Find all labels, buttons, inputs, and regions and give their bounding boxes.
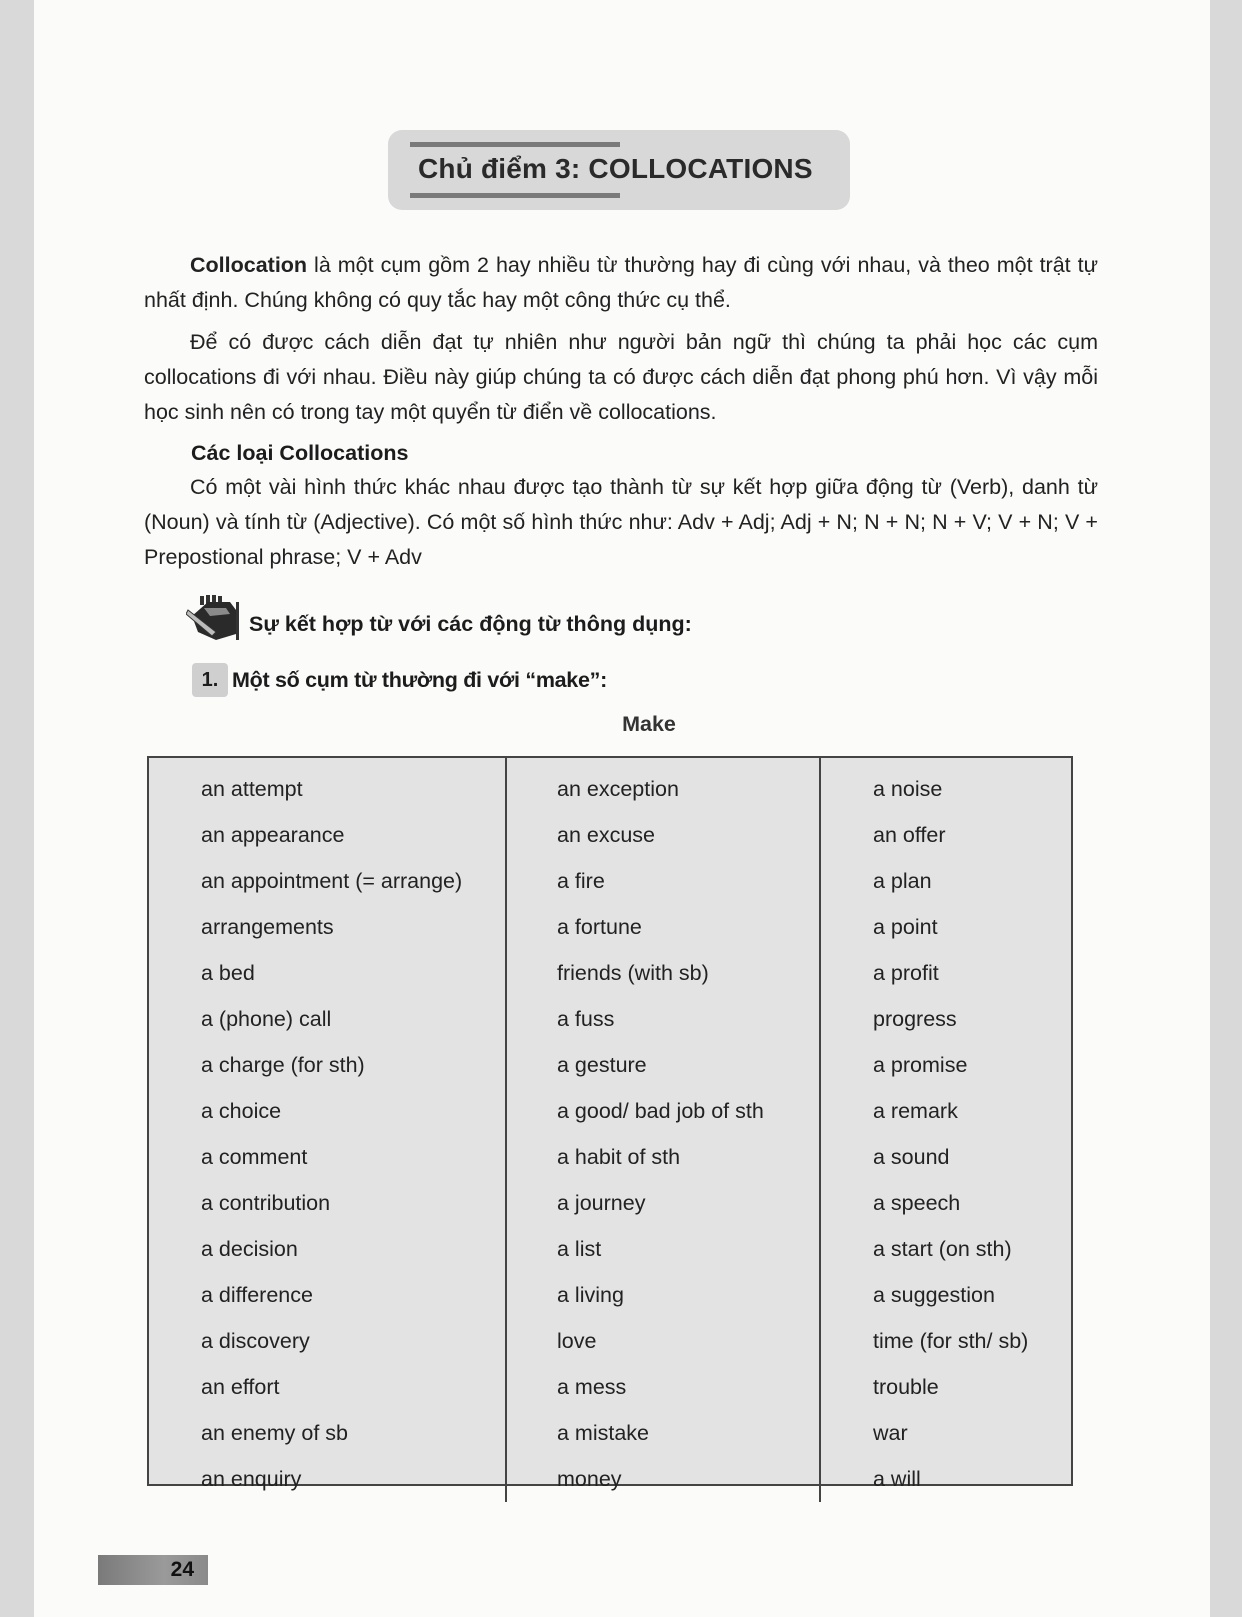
table-cell: an enquiry	[201, 1467, 302, 1491]
term-collocation: Collocation	[190, 253, 308, 277]
intro-paragraph-1	[144, 248, 1098, 318]
title-decor-bar-bottom	[410, 193, 620, 198]
page-number-tab	[98, 1555, 208, 1585]
make-collocations-table	[147, 756, 1073, 1491]
table-column-2	[507, 758, 821, 1502]
table-cell: a mess	[557, 1375, 627, 1399]
chapter-title-box	[388, 130, 850, 210]
table-cell: an excuse	[557, 823, 656, 847]
table-cell: a list	[557, 1237, 602, 1261]
table-cell: a living	[557, 1283, 624, 1307]
table-cell: a remark	[873, 1099, 958, 1123]
table-cell: an offer	[873, 823, 946, 847]
table-cell: a choice	[201, 1099, 282, 1123]
intro-paragraph-1-text: là một cụm gồm 2 hay nhiều từ thường hay đi cùng với nhau, và theo một trật tự nhất định. Chúng không có quy tắc hay một công thức cụ thể.	[144, 253, 1098, 312]
table-cell: an exception	[557, 777, 679, 801]
table-cell: a noise	[873, 777, 943, 801]
table-cell: a mistake	[557, 1421, 650, 1445]
table-cell: a charge (for sth)	[201, 1053, 365, 1077]
table-cell: a profit	[873, 961, 939, 985]
table-cell: love	[557, 1329, 597, 1353]
table-cell: a journey	[557, 1191, 646, 1215]
table-cell: a gesture	[557, 1053, 647, 1077]
item-number-badge: 1.	[192, 663, 228, 697]
types-heading: Các loại Collocations	[191, 441, 409, 465]
table-cell: a plan	[873, 869, 932, 893]
table-cell: time (for sth/ sb)	[873, 1329, 1029, 1353]
table-caption: Make	[622, 712, 676, 736]
table-cell: war	[873, 1421, 908, 1445]
table-cell: trouble	[873, 1375, 939, 1399]
make-collocations-heading: Một số cụm từ thường đi với “make”:	[232, 668, 607, 692]
table-column-3	[821, 758, 1071, 1502]
table-cell: money	[557, 1467, 622, 1491]
table-cell: an attempt	[201, 777, 303, 801]
intro-paragraph-2	[144, 325, 1098, 430]
table-cell: a habit of sth	[557, 1145, 681, 1169]
table-cell: a contribution	[201, 1191, 331, 1215]
table-cell: a fortune	[557, 915, 642, 939]
table-cell: a (phone) call	[201, 1007, 332, 1031]
table-cell: a point	[873, 915, 938, 939]
intro-paragraph-3	[144, 470, 1098, 575]
table-cell: an effort	[201, 1375, 280, 1399]
table-cell: a sound	[873, 1145, 950, 1169]
table-cell: a bed	[201, 961, 255, 985]
table-cell: a decision	[201, 1237, 298, 1261]
table-cell: a fire	[557, 869, 605, 893]
table-column-1	[149, 758, 507, 1502]
table-cell: a good/ bad job of sth	[557, 1099, 764, 1123]
table-cell: a start (on sth)	[873, 1237, 1012, 1261]
table-cell: an enemy of sb	[201, 1421, 349, 1445]
table-cell: a fuss	[557, 1007, 615, 1031]
page-number: 24	[170, 1558, 194, 1581]
table-cell: an appearance	[201, 823, 345, 847]
chapter-title: Chủ điểm 3: COLLOCATIONS	[418, 153, 813, 184]
title-decor-bar-top	[410, 142, 620, 147]
table-cell: a promise	[873, 1053, 968, 1077]
section-heading: Sự kết hợp từ với các động từ thông dụng:	[249, 612, 692, 636]
table-cell: a discovery	[201, 1329, 310, 1353]
table-cell: friends (with sb)	[557, 961, 709, 985]
table-cell: an appointment (= arrange)	[201, 869, 463, 893]
intro-paragraph-2-text: Để có được cách diễn đạt tự nhiên như người bản ngữ thì chúng ta phải học các cụm collocations đi với nhau. Điều này giúp chúng ta có được cách diễn đạt phong phú hơn. Vì vậy mỗi học sinh nên có trong tay một quyển từ điển về collocations.	[144, 330, 1098, 424]
table-cell: progress	[873, 1007, 957, 1031]
table-cell: a difference	[201, 1283, 313, 1307]
book-page	[34, 0, 1210, 1617]
intro-paragraph-3-text: Có một vài hình thức khác nhau được tạo thành từ sự kết hợp giữa động từ (Verb), danh từ (Noun) và tính từ (Adjective). Có một số hình thức như: Adv + Adj; Adj + N; N + N; N + V; V + N; V + Prepostional phrase; V + Adv	[144, 475, 1098, 569]
table-cell: a suggestion	[873, 1283, 995, 1307]
table-cell: arrangements	[201, 915, 334, 939]
table-cell: a comment	[201, 1145, 308, 1169]
table-cell: a will	[873, 1467, 921, 1491]
table-cell: a speech	[873, 1191, 961, 1215]
